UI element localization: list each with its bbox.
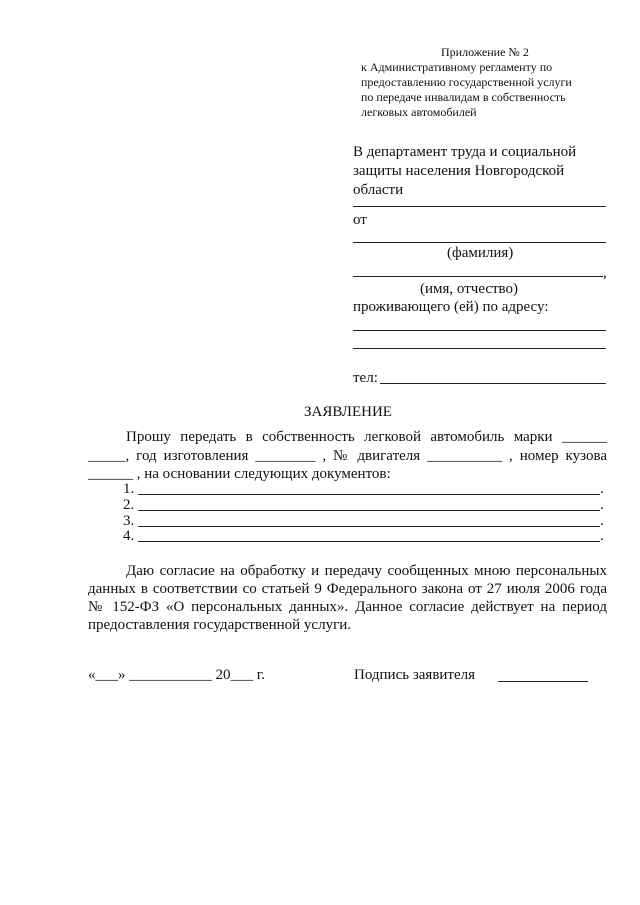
addressee-line-2: защиты населения Новгородской bbox=[353, 163, 565, 179]
statement-line-2: _____, год изготовления ________ , № двигателя __________ , номер кузова bbox=[88, 448, 607, 464]
doc-number-2: 2. bbox=[123, 497, 135, 513]
consent-line-1: Даю согласие на обработку и передачу сообщенных мною персональных bbox=[126, 563, 607, 579]
surname-field[interactable] bbox=[353, 242, 606, 243]
signature-field[interactable] bbox=[498, 681, 588, 682]
doc-number-1: 1. bbox=[123, 481, 135, 497]
doc-number-3: 3. bbox=[123, 513, 135, 529]
address-field-2[interactable] bbox=[353, 348, 606, 349]
address-field-1[interactable] bbox=[353, 330, 606, 331]
addressee-line-1: В департамент труда и социальной bbox=[353, 144, 577, 160]
name-field[interactable] bbox=[353, 276, 603, 277]
doc-field-3[interactable] bbox=[138, 526, 600, 527]
statement-title: ЗАЯВЛЕНИЕ bbox=[304, 404, 392, 420]
statement-line-3: ______ , на основании следующих документов: bbox=[88, 466, 391, 482]
addressee-blank-line[interactable] bbox=[353, 206, 606, 207]
annex-line-3: по передаче инвалидам в собственность bbox=[361, 90, 566, 104]
name-caption: (имя, отчество) bbox=[420, 281, 519, 297]
doc-number-4: 4. bbox=[123, 528, 135, 544]
doc-field-4[interactable] bbox=[138, 541, 600, 542]
date-field[interactable]: «___» ___________ 20___ г. bbox=[88, 667, 265, 683]
annex-line-4: легковых автомобилей bbox=[361, 105, 477, 119]
name-comma: , bbox=[603, 265, 607, 281]
consent-line-2: данных в соответствии со статьей 9 Федерального закона от 27 июля 2006 года bbox=[88, 581, 607, 597]
statement-line-1: Прошу передать в собственность легковой автомобиль марки ______ bbox=[126, 429, 607, 445]
doc-end-dot-1: . bbox=[600, 481, 604, 497]
phone-label: тел: bbox=[353, 370, 378, 386]
doc-end-dot-4: . bbox=[600, 528, 604, 544]
annex-title: Приложение № 2 bbox=[441, 45, 529, 59]
residence-label: проживающего (ей) по адресу: bbox=[353, 299, 549, 315]
consent-line-4: предоставления государственной услуги. bbox=[88, 617, 352, 633]
doc-field-1[interactable] bbox=[138, 494, 600, 495]
doc-end-dot-2: . bbox=[600, 497, 604, 513]
phone-field[interactable] bbox=[380, 383, 606, 384]
addressee-line-3: области bbox=[353, 182, 404, 198]
signature-label: Подпись заявителя bbox=[354, 667, 476, 683]
doc-field-2[interactable] bbox=[138, 510, 600, 511]
surname-caption: (фамилия) bbox=[447, 245, 514, 261]
annex-line-1: к Административному регламенту по bbox=[361, 60, 553, 74]
from-label: от bbox=[353, 212, 367, 228]
doc-end-dot-3: . bbox=[600, 513, 604, 529]
consent-line-3: № 152-ФЗ «О персональных данных». Данное согласие действует на период bbox=[88, 599, 607, 615]
annex-line-2: предоставлению государственной услуги bbox=[361, 75, 572, 89]
